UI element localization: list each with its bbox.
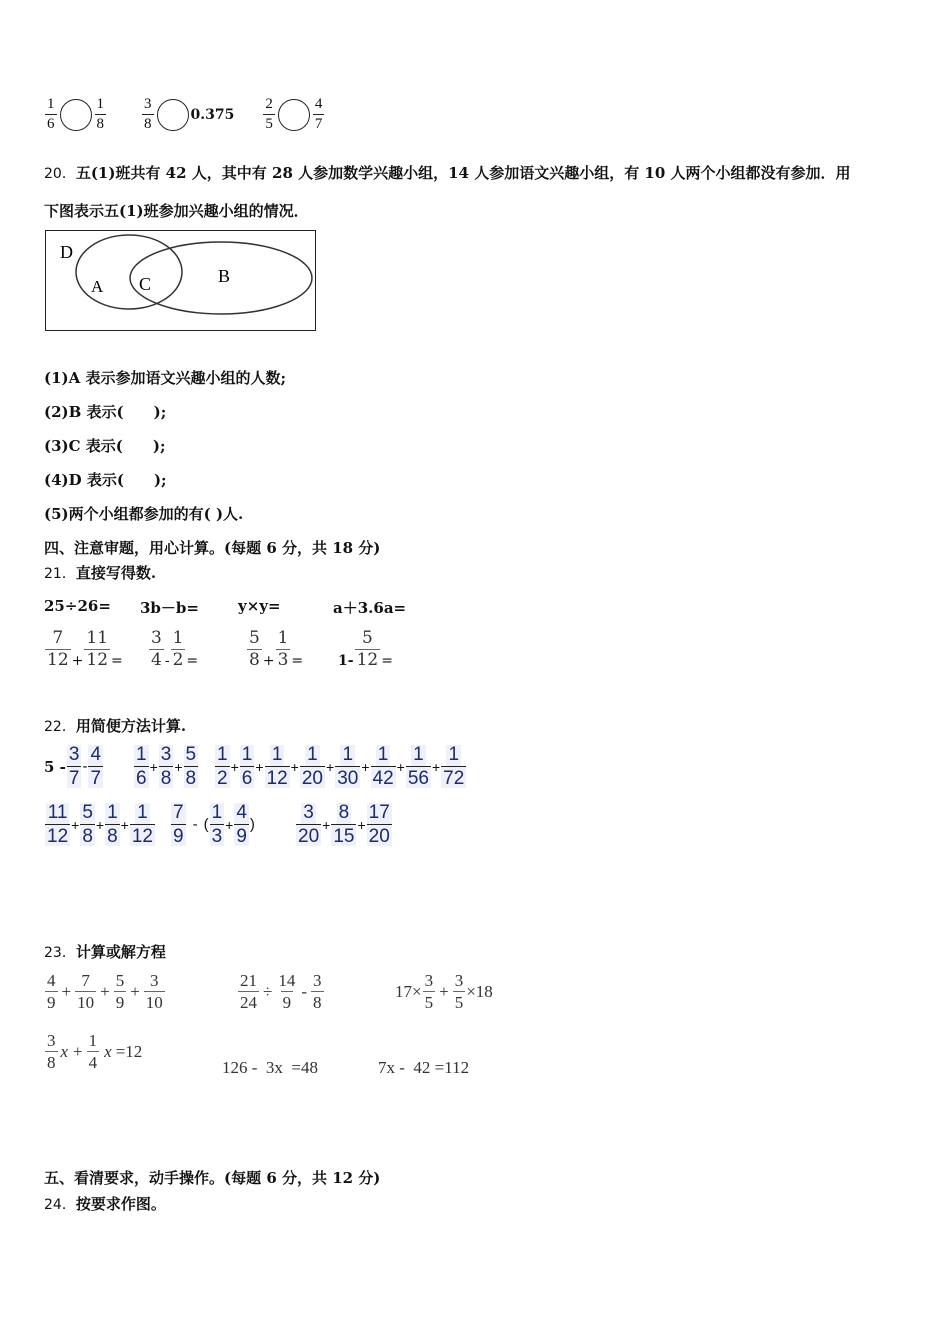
q22-expr2: $\frac{1}{6}$ + $\frac{3}{8}$ + $\frac{5}{8}$ <box>136 744 197 789</box>
q23-e6: 7x - 42 =112 <box>378 1058 470 1077</box>
q21-frac-item: $\frac{7}{12}$ + $\frac{11}{12}$ = <box>47 628 123 670</box>
q22-expr3: $\frac{1}{2}$ + $\frac{1}{6}$ + $\frac{1}{12}$ + $\frac{1}{20}$ + $\frac{1}{30}$ + $\frac{1}{42}$ + $\frac{1}{56}$ + $\frac{1}{72}$ <box>217 744 465 789</box>
q23-title: 23．计算或解方程 <box>44 943 166 961</box>
q20-sub4: (4)D 表示( ); <box>44 471 167 489</box>
label-d: D <box>60 242 73 262</box>
q20-sub3: (3)C 表示( ); <box>44 437 166 455</box>
q21-item: a＋3.6a= <box>333 599 407 617</box>
fraction: $\frac{4}{7}$ <box>314 96 323 132</box>
label-c: C <box>139 274 152 294</box>
fraction: $\frac{1}{6}$ <box>47 96 55 132</box>
q20-line1: 20．五(1)班共有 42 人，其中有 28 人参加数学兴趣小组，14 人参加语文兴趣小组，有 10 人两个小组都没有参加．用 <box>44 164 851 182</box>
q23-e1: $\frac{4}{9}$ + $\frac{7}{10}$ + $\frac{5}{9}$ + $\frac{3}{10}$ <box>47 971 163 1012</box>
section5-heading: 五、看清要求，动手操作。(每题 6 分，共 12 分) <box>44 1169 381 1187</box>
compare-row <box>44 97 325 132</box>
q22-expr5: $\frac{7}{9}$ - ( $\frac{1}{3}$ + $\frac{4}{9}$ ) <box>173 802 255 847</box>
q21-title: 21．直接写得数. <box>44 564 157 582</box>
q22-expr4: $\frac{11}{12}$ + $\frac{5}{8}$ + $\frac{1}{8}$ + $\frac{1}{12}$ <box>47 802 153 847</box>
fraction: $\frac{2}{5}$ <box>265 96 273 132</box>
q23-e5: 126 - 3x =48 <box>222 1058 318 1077</box>
q21-frac-item: 1- $\frac{5}{12}$ = <box>338 628 393 670</box>
label-b: B <box>218 266 231 286</box>
decimal-value: 0.375 <box>190 106 235 123</box>
venn-circle-a <box>76 235 182 309</box>
q24-title: 24．按要求作图。 <box>44 1195 166 1213</box>
compare-circle[interactable] <box>157 99 189 131</box>
fraction: $\frac{1}{8}$ <box>96 96 104 132</box>
q22-expr1: 5 - $\frac{3}{7}$ - $\frac{4}{7}$ <box>44 744 102 789</box>
q20-sub5: (5)两个小组都参加的有( )人. <box>44 505 244 523</box>
q21-frac-item: $\frac{3}{4}$ - $\frac{1}{2}$ = <box>151 628 199 670</box>
q22-expr6: $\frac{3}{20}$ + $\frac{8}{15}$ + $\frac{17}{20}$ <box>298 802 390 847</box>
q20-sub2: (2)B 表示( ); <box>44 403 167 421</box>
q21-item: 25÷26= <box>44 597 111 615</box>
fraction: $\frac{3}{8}$ <box>144 96 152 132</box>
q23-e2: $\frac{21}{24}$ ÷ $\frac{14}{9}$ - $\frac{3}{8}$ <box>240 971 322 1012</box>
q22-title: 22．用简便方法计算. <box>44 717 187 735</box>
compare-circle[interactable] <box>278 99 310 131</box>
q20-line2: 下图表示五(1)班参加兴趣小组的情况． <box>44 202 309 220</box>
q21-item: y×y= <box>238 597 281 615</box>
compare-circle[interactable] <box>60 99 92 131</box>
q21-frac-item: $\frac{5}{8}$ + $\frac{1}{3}$ = <box>249 628 304 670</box>
section4-heading: 四、注意审题，用心计算。(每题 6 分，共 18 分) <box>44 539 381 557</box>
venn-diagram <box>45 230 317 332</box>
q23-e3: 17× $\frac{3}{5}$ + $\frac{3}{5}$ ×18 <box>395 971 493 1012</box>
q23-e4: $\frac{3}{8}$ x + $\frac{1}{4}$ x =12 <box>47 1031 143 1072</box>
q21-item: 3b－b= <box>140 599 199 617</box>
q20-sub1: (1)A 表示参加语文兴趣小组的人数; <box>44 369 287 387</box>
label-a: A <box>91 277 104 296</box>
